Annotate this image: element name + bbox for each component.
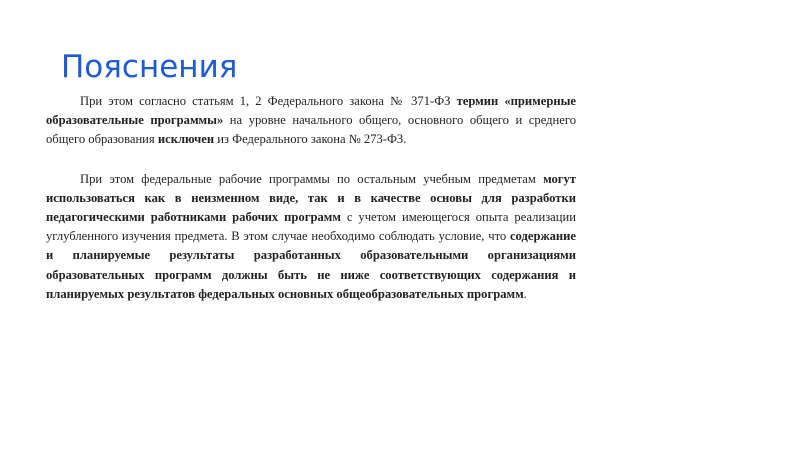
paragraph-1-bold-excluded: исключен bbox=[157, 132, 215, 147]
document-excerpt bbox=[46, 92, 576, 304]
paragraph-1-bold-term: термин «примерные образовательные программы» bbox=[46, 94, 576, 128]
paragraph-2-text-2: с учетом имеющегося опыта реализации углубленного изучения предмета. В этом случае необходимо соблюдать условие, что bbox=[46, 210, 576, 244]
paragraph-1-text-2: на уровне начального общего, основного общего и среднего общего образования bbox=[46, 113, 577, 147]
paragraph-1-text-1: При этом согласно статьям 1, 2 Федерального закона № 371-ФЗ bbox=[80, 94, 457, 108]
paragraph-2-text-3: . bbox=[523, 286, 527, 301]
paragraph-2 bbox=[46, 170, 576, 304]
paragraph-2-text-1: При этом федеральные рабочие программы по остальным учебным предметам bbox=[80, 171, 544, 186]
slide-title: Пояснения bbox=[61, 49, 238, 85]
paragraph-1-text-3: из Федерального закона № 273-ФЗ. bbox=[214, 132, 407, 147]
paragraph-2-bold-condition: содержание и планируемые результаты разработанных образовательными организациями образовательных программ должны быть не ниже соответствующих содержания и планируемых результатов федеральных основных общеобразовательных программ bbox=[46, 229, 576, 301]
paragraph-1 bbox=[46, 92, 576, 150]
paragraph-2-bold-usage: могут использоваться как в неизменном виде, так и в качестве основы для разработки педагогическими работниками рабочих программ bbox=[46, 171, 576, 225]
